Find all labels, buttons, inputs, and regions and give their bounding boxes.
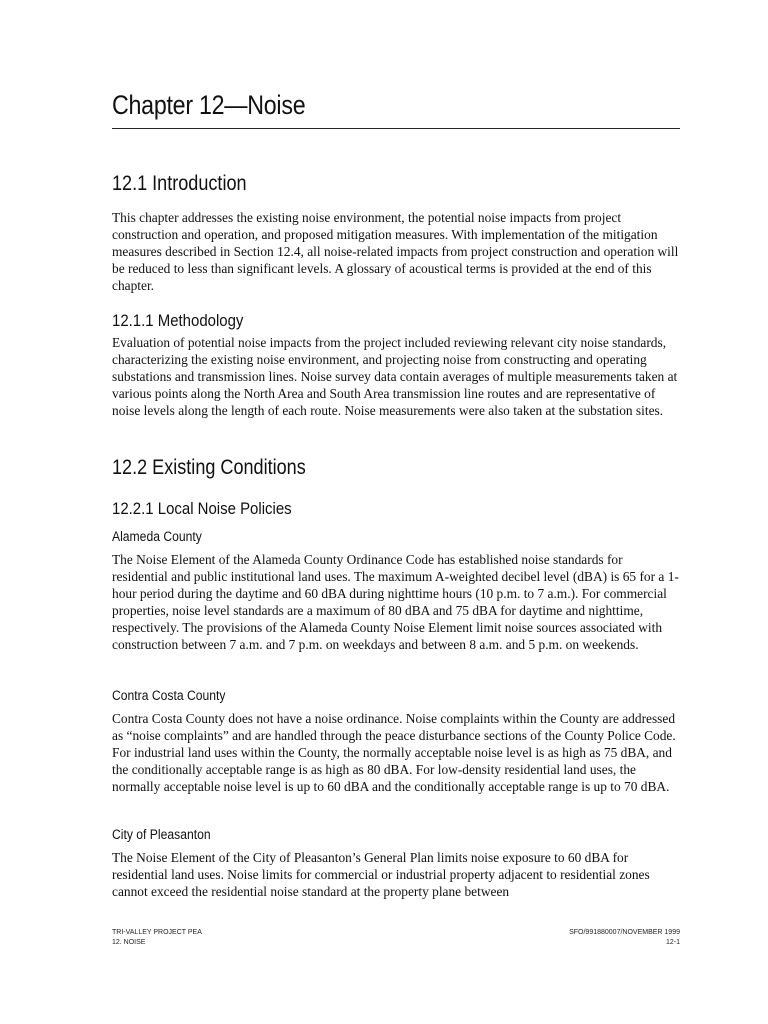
- methodology-paragraph: Evaluation of potential noise impacts from the project included reviewing relevant city noise standards, characterizing the existing noise environment, and projecting noise from constructing and operating substations and transmission lines. Noise survey data contain averages of multiple measurements taken at various points along the North Area and South Area transmission line routes and are representative of noise levels along the length of each route. Noise measurements were also taken at the substation sites.: [112, 335, 678, 418]
- introduction-paragraph: This chapter addresses the existing noise environment, the potential noise impacts from project construction and operation, and proposed mitigation measures. With implementation of the mitigation measures described in Section 12.4, all noise-related impacts from project construction and operation will be reduced to less than significant levels. A glossary of acoustical terms is provided at the end of this chapter.: [112, 210, 679, 293]
- footer-page-number: 12-1: [665, 939, 680, 946]
- footer-chapter-name: 12. NOISE: [112, 939, 146, 946]
- subheading-alameda-county: Alameda County: [112, 529, 202, 544]
- subheading-contra-costa-county: Contra Costa County: [112, 688, 226, 703]
- section-heading-introduction: 12.1 Introduction: [112, 172, 247, 195]
- footer-right: [569, 928, 680, 948]
- chapter-rule: [112, 128, 680, 129]
- footer-document-id: SFO/991880007/NOVEMBER 1999: [569, 929, 680, 936]
- city-of-pleasanton-paragraph: The Noise Element of the City of Pleasanton’s General Plan limits noise exposure to 60 dBA for residential land uses. Noise limits for commercial or industrial property adjacent to residential zones cannot exceed the residential noise standard at the property plane between: [112, 850, 650, 899]
- footer-left: [112, 928, 202, 948]
- footer-project-name: TRI-VALLEY PROJECT PEA: [112, 929, 202, 936]
- section-heading-methodology: 12.1.1 Methodology: [112, 311, 244, 330]
- section-heading-existing-conditions: 12.2 Existing Conditions: [112, 456, 306, 479]
- contra-costa-county-paragraph: Contra Costa County does not have a noise ordinance. Noise complaints within the County are addressed as “noise complaints” and are handled through the peace disturbance sections of the County Police Code. For industrial land uses within the County, the normally acceptable noise level is as high as 75 dBA, and the conditionally acceptable range is as high as 80 dBA. For low-density residential land uses, the normally acceptable noise level is up to 60 dBA and the conditionally acceptable range is up to 70 dBA.: [112, 711, 676, 794]
- subheading-city-of-pleasanton: City of Pleasanton: [112, 827, 211, 842]
- chapter-title: Chapter 12—Noise: [112, 90, 306, 120]
- section-heading-local-noise-policies: 12.2.1 Local Noise Policies: [112, 499, 292, 518]
- alameda-county-paragraph: The Noise Element of the Alameda County Ordinance Code has established noise standards for residential and public institutional land uses. The maximum A-weighted decibel level (dBA) is 65 for a 1-hour period during the daytime and 60 dBA during nighttime hours (10 p.m. to 7 a.m.). For commercial properties, noise level standards are a maximum of 80 dBA and 75 dBA for daytime and nighttime, respectively. The provisions of the Alameda County Noise Element limit noise sources associated with construction between 7 a.m. and 7 p.m. on weekdays and between 8 a.m. and 5 p.m. on weekends.: [112, 552, 679, 652]
